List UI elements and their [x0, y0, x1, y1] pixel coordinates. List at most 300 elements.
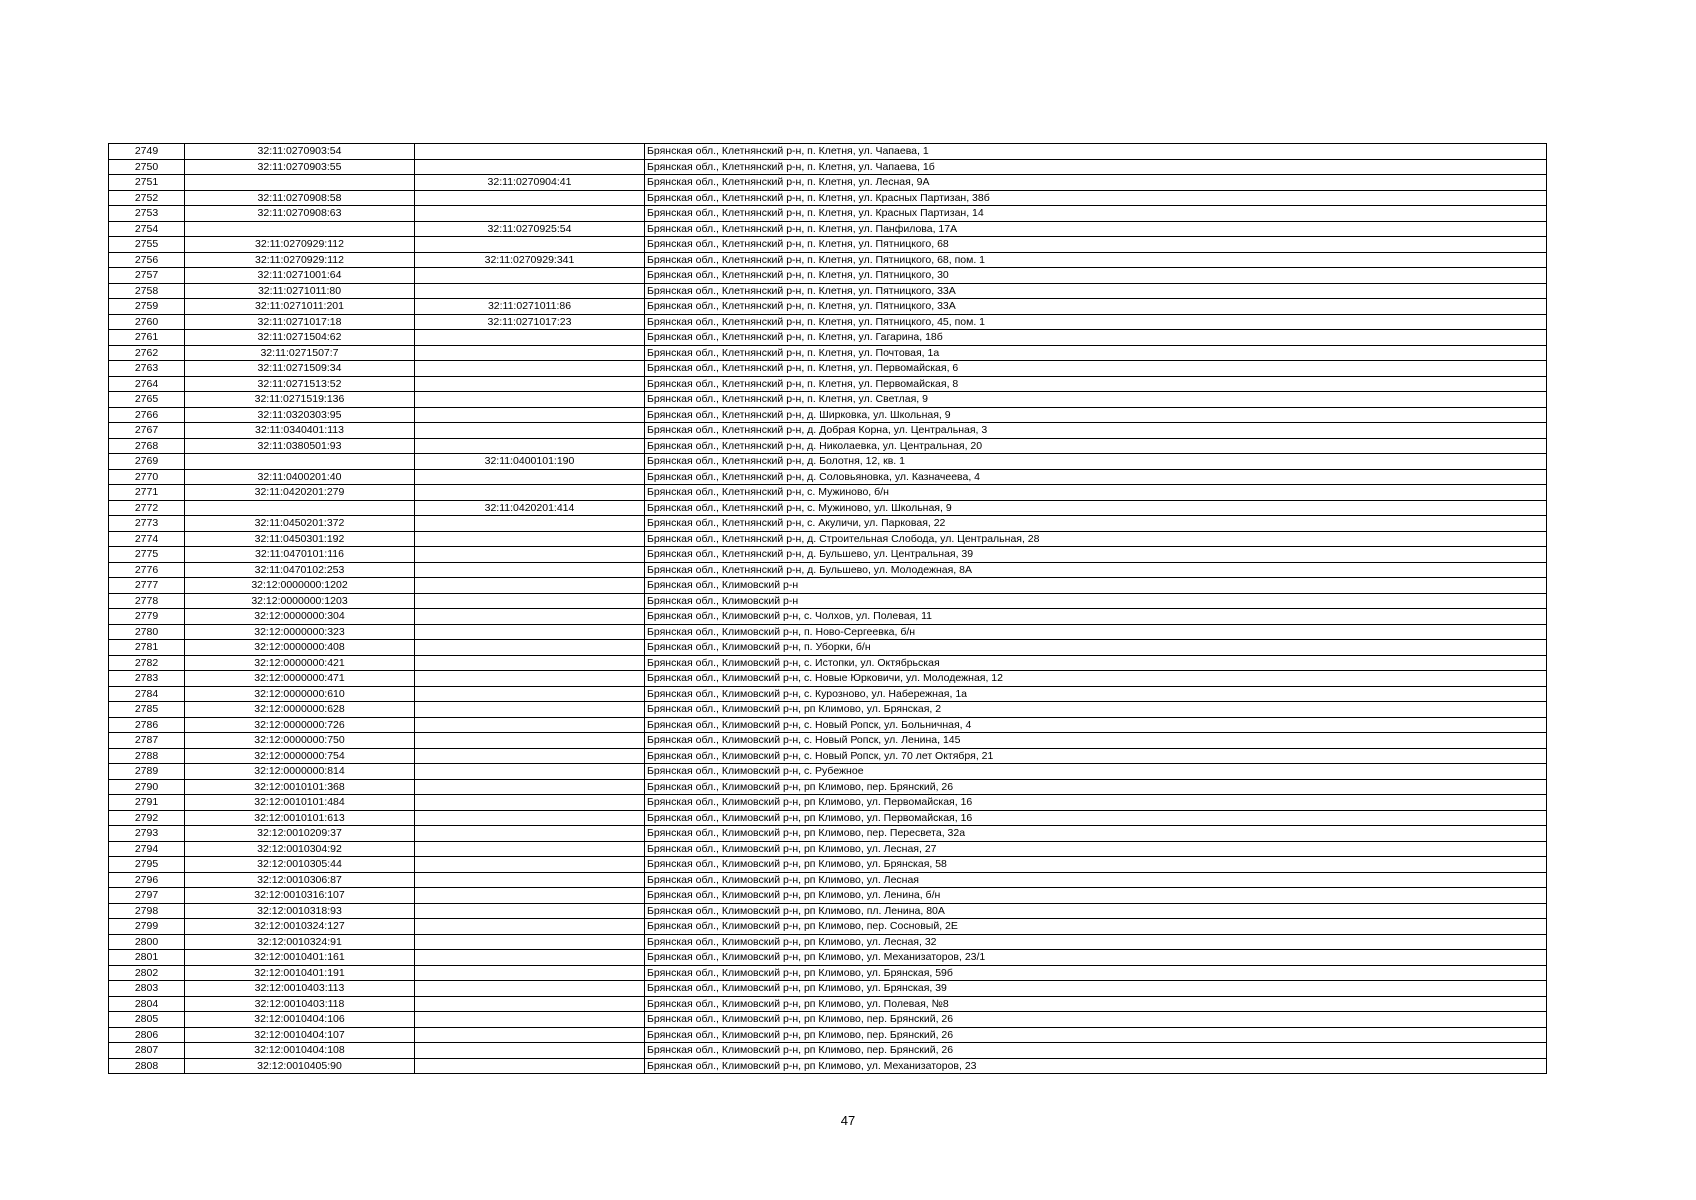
- row-number-cell: 2789: [109, 764, 185, 780]
- row-number-cell: 2808: [109, 1058, 185, 1074]
- registry-table-body: [109, 144, 1547, 1074]
- table-row: [109, 702, 1547, 718]
- row-number-cell: 2780: [109, 624, 185, 640]
- related-cadastral-number-cell: 32:11:0271011:86: [415, 299, 645, 315]
- table-row: [109, 965, 1547, 981]
- table-row: [109, 950, 1547, 966]
- address-cell: Брянская обл., Климовский р-н, рп Климово, пер. Брянский, 26: [645, 1027, 1547, 1043]
- cadastral-number-cell: 32:11:0271017:18: [185, 314, 415, 330]
- related-cadastral-number-cell: [415, 764, 645, 780]
- table-row: [109, 562, 1547, 578]
- row-number-cell: 2797: [109, 888, 185, 904]
- cadastral-number-cell: [185, 221, 415, 237]
- cadastral-number-cell: 32:11:0320303:95: [185, 407, 415, 423]
- cadastral-number-cell: 32:11:0270908:63: [185, 206, 415, 222]
- cadastral-number-cell: 32:12:0010305:44: [185, 857, 415, 873]
- cadastral-number-cell: 32:12:0010318:93: [185, 903, 415, 919]
- cadastral-number-cell: 32:11:0271011:201: [185, 299, 415, 315]
- page-number: 47: [840, 1113, 856, 1128]
- row-number-cell: 2801: [109, 950, 185, 966]
- table-row: [109, 547, 1547, 563]
- related-cadastral-number-cell: [415, 438, 645, 454]
- related-cadastral-number-cell: [415, 965, 645, 981]
- cadastral-number-cell: 32:12:0000000:323: [185, 624, 415, 640]
- table-row: [109, 190, 1547, 206]
- related-cadastral-number-cell: [415, 268, 645, 284]
- table-row: [109, 981, 1547, 997]
- table-row: [109, 252, 1547, 268]
- table-row: [109, 407, 1547, 423]
- address-cell: Брянская обл., Клетнянский р-н, п. Клетня, ул. Пятницкого, 30: [645, 268, 1547, 284]
- cadastral-number-cell: 32:12:0010101:484: [185, 795, 415, 811]
- cadastral-number-cell: 32:12:0000000:628: [185, 702, 415, 718]
- row-number-cell: 2753: [109, 206, 185, 222]
- related-cadastral-number-cell: [415, 841, 645, 857]
- table-row: [109, 376, 1547, 392]
- row-number-cell: 2770: [109, 469, 185, 485]
- table-row: [109, 888, 1547, 904]
- related-cadastral-number-cell: 32:11:0420201:414: [415, 500, 645, 516]
- cadastral-number-cell: 32:11:0271509:34: [185, 361, 415, 377]
- table-row: [109, 919, 1547, 935]
- address-cell: Брянская обл., Клетнянский р-н, п. Клетня, ул. Пятницкого, 68, пом. 1: [645, 252, 1547, 268]
- address-cell: Брянская обл., Клетнянский р-н, п. Клетня, ул. Пятницкого, 68: [645, 237, 1547, 253]
- related-cadastral-number-cell: [415, 779, 645, 795]
- address-cell: Брянская обл., Клетнянский р-н, п. Клетня, ул. Первомайская, 6: [645, 361, 1547, 377]
- related-cadastral-number-cell: 32:11:0270925:54: [415, 221, 645, 237]
- row-number-cell: 2782: [109, 655, 185, 671]
- cadastral-number-cell: 32:11:0470101:116: [185, 547, 415, 563]
- address-cell: Брянская обл., Климовский р-н: [645, 593, 1547, 609]
- row-number-cell: 2776: [109, 562, 185, 578]
- address-cell: Брянская обл., Клетнянский р-н, п. Клетня, ул. Чапаева, 1б: [645, 159, 1547, 175]
- address-cell: Брянская обл., Климовский р-н, рп Климово, ул. Механизаторов, 23: [645, 1058, 1547, 1074]
- address-cell: Брянская обл., Клетнянский р-н, с. Мужиново, ул. Школьная, 9: [645, 500, 1547, 516]
- table-row: [109, 206, 1547, 222]
- cadastral-number-cell: 32:12:0010404:108: [185, 1043, 415, 1059]
- cadastral-number-cell: 32:12:0010316:107: [185, 888, 415, 904]
- cadastral-number-cell: 32:12:0010401:191: [185, 965, 415, 981]
- address-cell: Брянская обл., Климовский р-н, рп Климово, ул. Первомайская, 16: [645, 810, 1547, 826]
- related-cadastral-number-cell: [415, 950, 645, 966]
- address-cell: Брянская обл., Климовский р-н, рп Климово, пер. Сосновый, 2Е: [645, 919, 1547, 935]
- related-cadastral-number-cell: [415, 686, 645, 702]
- address-cell: Брянская обл., Клетнянский р-н, д. Бульшево, ул. Молодежная, 8А: [645, 562, 1547, 578]
- cadastral-number-cell: 32:12:0010304:92: [185, 841, 415, 857]
- address-cell: Брянская обл., Клетнянский р-н, д. Болотня, 12, кв. 1: [645, 454, 1547, 470]
- row-number-cell: 2760: [109, 314, 185, 330]
- cadastral-number-cell: 32:11:0450301:192: [185, 531, 415, 547]
- related-cadastral-number-cell: [415, 237, 645, 253]
- table-row: [109, 237, 1547, 253]
- table-row: [109, 268, 1547, 284]
- address-cell: Брянская обл., Клетнянский р-н, п. Клетня, ул. Пятницкого, 33А: [645, 283, 1547, 299]
- address-cell: Брянская обл., Клетнянский р-н, д. Ширковка, ул. Школьная, 9: [645, 407, 1547, 423]
- table-row: [109, 144, 1547, 160]
- address-cell: Брянская обл., Климовский р-н, с. Рубежное: [645, 764, 1547, 780]
- address-cell: Брянская обл., Климовский р-н, рп Климово, ул. Брянская, 39: [645, 981, 1547, 997]
- row-number-cell: 2786: [109, 717, 185, 733]
- cadastral-number-cell: 32:12:0000000:408: [185, 640, 415, 656]
- row-number-cell: 2781: [109, 640, 185, 656]
- row-number-cell: 2784: [109, 686, 185, 702]
- related-cadastral-number-cell: [415, 872, 645, 888]
- table-row: [109, 469, 1547, 485]
- table-row: [109, 578, 1547, 594]
- row-number-cell: 2750: [109, 159, 185, 175]
- related-cadastral-number-cell: [415, 345, 645, 361]
- row-number-cell: 2790: [109, 779, 185, 795]
- row-number-cell: 2787: [109, 733, 185, 749]
- address-cell: Брянская обл., Климовский р-н, рп Климово, ул. Ленина, б/н: [645, 888, 1547, 904]
- table-row: [109, 810, 1547, 826]
- related-cadastral-number-cell: 32:11:0271017:23: [415, 314, 645, 330]
- cadastral-number-cell: 32:12:0010404:107: [185, 1027, 415, 1043]
- table-row: [109, 175, 1547, 191]
- address-cell: Брянская обл., Клетнянский р-н, п. Клетня, ул. Почтовая, 1а: [645, 345, 1547, 361]
- table-row: [109, 516, 1547, 532]
- row-number-cell: 2771: [109, 485, 185, 501]
- row-number-cell: 2788: [109, 748, 185, 764]
- related-cadastral-number-cell: [415, 376, 645, 392]
- related-cadastral-number-cell: [415, 1012, 645, 1028]
- address-cell: Брянская обл., Клетнянский р-н, д. Строительная Слобода, ул. Центральная, 28: [645, 531, 1547, 547]
- related-cadastral-number-cell: [415, 361, 645, 377]
- table-row: [109, 934, 1547, 950]
- related-cadastral-number-cell: [415, 283, 645, 299]
- address-cell: Брянская обл., Климовский р-н, рп Климово, пер. Брянский, 26: [645, 1043, 1547, 1059]
- address-cell: Брянская обл., Клетнянский р-н, с. Мужиново, б/н: [645, 485, 1547, 501]
- row-number-cell: 2757: [109, 268, 185, 284]
- cadastral-number-cell: [185, 500, 415, 516]
- row-number-cell: 2759: [109, 299, 185, 315]
- table-row: [109, 996, 1547, 1012]
- table-row: [109, 221, 1547, 237]
- address-cell: Брянская обл., Клетнянский р-н, д. Бульшево, ул. Центральная, 39: [645, 547, 1547, 563]
- cadastral-number-cell: 32:12:0000000:471: [185, 671, 415, 687]
- related-cadastral-number-cell: [415, 469, 645, 485]
- cadastral-number-cell: 32:12:0010404:106: [185, 1012, 415, 1028]
- row-number-cell: 2762: [109, 345, 185, 361]
- row-number-cell: 2765: [109, 392, 185, 408]
- cadastral-number-cell: 32:11:0270908:58: [185, 190, 415, 206]
- table-row: [109, 392, 1547, 408]
- address-cell: Брянская обл., Климовский р-н, с. Новый Ропск, ул. 70 лет Октября, 21: [645, 748, 1547, 764]
- address-cell: Брянская обл., Клетнянский р-н, п. Клетня, ул. Светлая, 9: [645, 392, 1547, 408]
- cadastral-number-cell: 32:11:0271507:7: [185, 345, 415, 361]
- table-row: [109, 655, 1547, 671]
- cadastral-number-cell: 32:12:0000000:814: [185, 764, 415, 780]
- table-row: [109, 903, 1547, 919]
- table-row: [109, 1043, 1547, 1059]
- table-row: [109, 1012, 1547, 1028]
- row-number-cell: 2798: [109, 903, 185, 919]
- related-cadastral-number-cell: [415, 593, 645, 609]
- row-number-cell: 2804: [109, 996, 185, 1012]
- related-cadastral-number-cell: [415, 826, 645, 842]
- table-row: [109, 361, 1547, 377]
- row-number-cell: 2758: [109, 283, 185, 299]
- cadastral-number-cell: 32:11:0270903:54: [185, 144, 415, 160]
- row-number-cell: 2777: [109, 578, 185, 594]
- related-cadastral-number-cell: 32:11:0400101:190: [415, 454, 645, 470]
- cadastral-number-cell: 32:12:0000000:726: [185, 717, 415, 733]
- row-number-cell: 2766: [109, 407, 185, 423]
- cadastral-number-cell: 32:11:0270929:112: [185, 252, 415, 268]
- related-cadastral-number-cell: [415, 655, 645, 671]
- address-cell: Брянская обл., Климовский р-н, рп Климово, ул. Лесная: [645, 872, 1547, 888]
- table-row: [109, 345, 1547, 361]
- cadastral-number-cell: 32:12:0000000:1203: [185, 593, 415, 609]
- address-cell: Брянская обл., Климовский р-н, с. Чолхов, ул. Полевая, 11: [645, 609, 1547, 625]
- cadastral-number-cell: 32:11:0271001:64: [185, 268, 415, 284]
- row-number-cell: 2785: [109, 702, 185, 718]
- cadastral-number-cell: 32:11:0450201:372: [185, 516, 415, 532]
- address-cell: Брянская обл., Климовский р-н, рп Климово, ул. Брянская, 59б: [645, 965, 1547, 981]
- address-cell: Брянская обл., Клетнянский р-н, п. Клетня, ул. Красных Партизан, 38б: [645, 190, 1547, 206]
- row-number-cell: 2778: [109, 593, 185, 609]
- cadastral-number-cell: 32:12:0000000:1202: [185, 578, 415, 594]
- related-cadastral-number-cell: [415, 996, 645, 1012]
- table-row: [109, 500, 1547, 516]
- address-cell: Брянская обл., Климовский р-н: [645, 578, 1547, 594]
- table-row: [109, 1027, 1547, 1043]
- cadastral-number-cell: 32:12:0000000:421: [185, 655, 415, 671]
- address-cell: Брянская обл., Клетнянский р-н, п. Клетня, ул. Пятницкого, 45, пом. 1: [645, 314, 1547, 330]
- cadastral-number-cell: 32:12:0000000:610: [185, 686, 415, 702]
- row-number-cell: 2775: [109, 547, 185, 563]
- cadastral-number-cell: 32:12:0010324:127: [185, 919, 415, 935]
- cadastral-number-cell: 32:11:0271519:136: [185, 392, 415, 408]
- related-cadastral-number-cell: [415, 609, 645, 625]
- related-cadastral-number-cell: [415, 485, 645, 501]
- cadastral-number-cell: 32:12:0010401:161: [185, 950, 415, 966]
- row-number-cell: 2768: [109, 438, 185, 454]
- table-row: [109, 717, 1547, 733]
- row-number-cell: 2772: [109, 500, 185, 516]
- address-cell: Брянская обл., Климовский р-н, с. Новый Ропск, ул. Больничная, 4: [645, 717, 1547, 733]
- table-row: [109, 640, 1547, 656]
- table-row: [109, 686, 1547, 702]
- cadastral-number-cell: 32:12:0010209:37: [185, 826, 415, 842]
- table-row: [109, 733, 1547, 749]
- address-cell: Брянская обл., Климовский р-н, п. Ново-Сергеевка, б/н: [645, 624, 1547, 640]
- related-cadastral-number-cell: [415, 1043, 645, 1059]
- row-number-cell: 2761: [109, 330, 185, 346]
- related-cadastral-number-cell: [415, 531, 645, 547]
- cadastral-number-cell: 32:11:0420201:279: [185, 485, 415, 501]
- address-cell: Брянская обл., Климовский р-н, рп Климово, ул. Брянская, 2: [645, 702, 1547, 718]
- table-row: [109, 609, 1547, 625]
- address-cell: Брянская обл., Климовский р-н, рп Климово, пер. Брянский, 26: [645, 779, 1547, 795]
- row-number-cell: 2763: [109, 361, 185, 377]
- table-row: [109, 872, 1547, 888]
- address-cell: Брянская обл., Клетнянский р-н, д. Добрая Корна, ул. Центральная, 3: [645, 423, 1547, 439]
- address-cell: Брянская обл., Климовский р-н, рп Климово, ул. Полевая, №8: [645, 996, 1547, 1012]
- related-cadastral-number-cell: [415, 392, 645, 408]
- cadastral-registry-table: [108, 143, 1547, 1074]
- related-cadastral-number-cell: [415, 702, 645, 718]
- address-cell: Брянская обл., Климовский р-н, с. Истопки, ул. Октябрьская: [645, 655, 1547, 671]
- row-number-cell: 2795: [109, 857, 185, 873]
- related-cadastral-number-cell: [415, 903, 645, 919]
- related-cadastral-number-cell: [415, 717, 645, 733]
- address-cell: Брянская обл., Климовский р-н, с. Новый Ропск, ул. Ленина, 145: [645, 733, 1547, 749]
- cadastral-number-cell: 32:11:0270903:55: [185, 159, 415, 175]
- table-row: [109, 454, 1547, 470]
- related-cadastral-number-cell: [415, 1027, 645, 1043]
- row-number-cell: 2749: [109, 144, 185, 160]
- address-cell: Брянская обл., Клетнянский р-н, д. Николаевка, ул. Центральная, 20: [645, 438, 1547, 454]
- cadastral-number-cell: [185, 175, 415, 191]
- row-number-cell: 2791: [109, 795, 185, 811]
- table-row: [109, 159, 1547, 175]
- related-cadastral-number-cell: 32:11:0270929:341: [415, 252, 645, 268]
- row-number-cell: 2756: [109, 252, 185, 268]
- table-row: [109, 1058, 1547, 1074]
- table-row: [109, 841, 1547, 857]
- row-number-cell: 2796: [109, 872, 185, 888]
- address-cell: Брянская обл., Клетнянский р-н, с. Акуличи, ул. Парковая, 22: [645, 516, 1547, 532]
- related-cadastral-number-cell: [415, 206, 645, 222]
- row-number-cell: 2779: [109, 609, 185, 625]
- table-row: [109, 314, 1547, 330]
- address-cell: Брянская обл., Клетнянский р-н, п. Клетня, ул. Красных Партизан, 14: [645, 206, 1547, 222]
- cadastral-number-cell: 32:12:0010101:368: [185, 779, 415, 795]
- address-cell: Брянская обл., Клетнянский р-н, п. Клетня, ул. Гагарина, 18б: [645, 330, 1547, 346]
- row-number-cell: 2783: [109, 671, 185, 687]
- related-cadastral-number-cell: [415, 919, 645, 935]
- related-cadastral-number-cell: [415, 1058, 645, 1074]
- row-number-cell: 2806: [109, 1027, 185, 1043]
- address-cell: Брянская обл., Климовский р-н, рп Климово, ул. Лесная, 32: [645, 934, 1547, 950]
- cadastral-number-cell: [185, 454, 415, 470]
- related-cadastral-number-cell: [415, 624, 645, 640]
- related-cadastral-number-cell: 32:11:0270904:41: [415, 175, 645, 191]
- row-number-cell: 2751: [109, 175, 185, 191]
- row-number-cell: 2767: [109, 423, 185, 439]
- row-number-cell: 2774: [109, 531, 185, 547]
- address-cell: Брянская обл., Клетнянский р-н, п. Клетня, ул. Лесная, 9А: [645, 175, 1547, 191]
- address-cell: Брянская обл., Клетнянский р-н, п. Клетня, ул. Первомайская, 8: [645, 376, 1547, 392]
- cadastral-number-cell: 32:11:0380501:93: [185, 438, 415, 454]
- address-cell: Брянская обл., Климовский р-н, рп Климово, пл. Ленина, 80А: [645, 903, 1547, 919]
- cadastral-number-cell: 32:11:0400201:40: [185, 469, 415, 485]
- table-row: [109, 485, 1547, 501]
- related-cadastral-number-cell: [415, 578, 645, 594]
- address-cell: Брянская обл., Клетнянский р-н, п. Клетня, ул. Чапаева, 1: [645, 144, 1547, 160]
- row-number-cell: 2752: [109, 190, 185, 206]
- table-row: [109, 748, 1547, 764]
- address-cell: Брянская обл., Климовский р-н, с. Новые Юрковичи, ул. Молодежная, 12: [645, 671, 1547, 687]
- address-cell: Брянская обл., Клетнянский р-н, д. Соловьяновка, ул. Казначеева, 4: [645, 469, 1547, 485]
- row-number-cell: 2764: [109, 376, 185, 392]
- row-number-cell: 2773: [109, 516, 185, 532]
- address-cell: Брянская обл., Климовский р-н, рп Климово, ул. Лесная, 27: [645, 841, 1547, 857]
- related-cadastral-number-cell: [415, 810, 645, 826]
- address-cell: Брянская обл., Климовский р-н, рп Климово, пер. Пересвета, 32а: [645, 826, 1547, 842]
- cadastral-number-cell: 32:12:0010403:118: [185, 996, 415, 1012]
- table-row: [109, 299, 1547, 315]
- row-number-cell: 2803: [109, 981, 185, 997]
- related-cadastral-number-cell: [415, 795, 645, 811]
- row-number-cell: 2799: [109, 919, 185, 935]
- related-cadastral-number-cell: [415, 640, 645, 656]
- table-row: [109, 671, 1547, 687]
- related-cadastral-number-cell: [415, 547, 645, 563]
- related-cadastral-number-cell: [415, 934, 645, 950]
- table-row: [109, 593, 1547, 609]
- table-row: [109, 624, 1547, 640]
- related-cadastral-number-cell: [415, 888, 645, 904]
- address-cell: Брянская обл., Климовский р-н, рп Климово, ул. Брянская, 58: [645, 857, 1547, 873]
- address-cell: Брянская обл., Климовский р-н, рп Климово, ул. Механизаторов, 23/1: [645, 950, 1547, 966]
- row-number-cell: 2793: [109, 826, 185, 842]
- related-cadastral-number-cell: [415, 159, 645, 175]
- address-cell: Брянская обл., Климовский р-н, рп Климово, ул. Первомайская, 16: [645, 795, 1547, 811]
- related-cadastral-number-cell: [415, 733, 645, 749]
- cadastral-number-cell: 32:11:0271504:62: [185, 330, 415, 346]
- related-cadastral-number-cell: [415, 516, 645, 532]
- table-row: [109, 283, 1547, 299]
- address-cell: Брянская обл., Климовский р-н, рп Климово, пер. Брянский, 26: [645, 1012, 1547, 1028]
- cadastral-number-cell: 32:11:0271011:80: [185, 283, 415, 299]
- table-row: [109, 764, 1547, 780]
- row-number-cell: 2805: [109, 1012, 185, 1028]
- row-number-cell: 2792: [109, 810, 185, 826]
- related-cadastral-number-cell: [415, 190, 645, 206]
- cadastral-number-cell: 32:12:0000000:750: [185, 733, 415, 749]
- related-cadastral-number-cell: [415, 981, 645, 997]
- related-cadastral-number-cell: [415, 748, 645, 764]
- address-cell: Брянская обл., Климовский р-н, с. Курозново, ул. Набережная, 1а: [645, 686, 1547, 702]
- related-cadastral-number-cell: [415, 144, 645, 160]
- cadastral-number-cell: 32:11:0270929:112: [185, 237, 415, 253]
- related-cadastral-number-cell: [415, 423, 645, 439]
- cadastral-number-cell: 32:12:0010306:87: [185, 872, 415, 888]
- table-row: [109, 423, 1547, 439]
- cadastral-number-cell: 32:11:0340401:113: [185, 423, 415, 439]
- table-row: [109, 826, 1547, 842]
- related-cadastral-number-cell: [415, 562, 645, 578]
- cadastral-number-cell: 32:11:0470102:253: [185, 562, 415, 578]
- table-row: [109, 531, 1547, 547]
- table-row: [109, 330, 1547, 346]
- table-row: [109, 857, 1547, 873]
- cadastral-number-cell: 32:11:0271513:52: [185, 376, 415, 392]
- cadastral-number-cell: 32:12:0000000:304: [185, 609, 415, 625]
- row-number-cell: 2769: [109, 454, 185, 470]
- related-cadastral-number-cell: [415, 407, 645, 423]
- table-row: [109, 438, 1547, 454]
- row-number-cell: 2755: [109, 237, 185, 253]
- address-cell: Брянская обл., Климовский р-н, п. Уборки, б/н: [645, 640, 1547, 656]
- cadastral-number-cell: 32:12:0010403:113: [185, 981, 415, 997]
- related-cadastral-number-cell: [415, 857, 645, 873]
- table-row: [109, 795, 1547, 811]
- cadastral-number-cell: 32:12:0010101:613: [185, 810, 415, 826]
- row-number-cell: 2754: [109, 221, 185, 237]
- cadastral-number-cell: 32:12:0000000:754: [185, 748, 415, 764]
- cadastral-number-cell: 32:12:0010324:91: [185, 934, 415, 950]
- related-cadastral-number-cell: [415, 330, 645, 346]
- row-number-cell: 2802: [109, 965, 185, 981]
- row-number-cell: 2807: [109, 1043, 185, 1059]
- table-row: [109, 779, 1547, 795]
- row-number-cell: 2794: [109, 841, 185, 857]
- address-cell: Брянская обл., Клетнянский р-н, п. Клетня, ул. Пятницкого, 33А: [645, 299, 1547, 315]
- cadastral-number-cell: 32:12:0010405:90: [185, 1058, 415, 1074]
